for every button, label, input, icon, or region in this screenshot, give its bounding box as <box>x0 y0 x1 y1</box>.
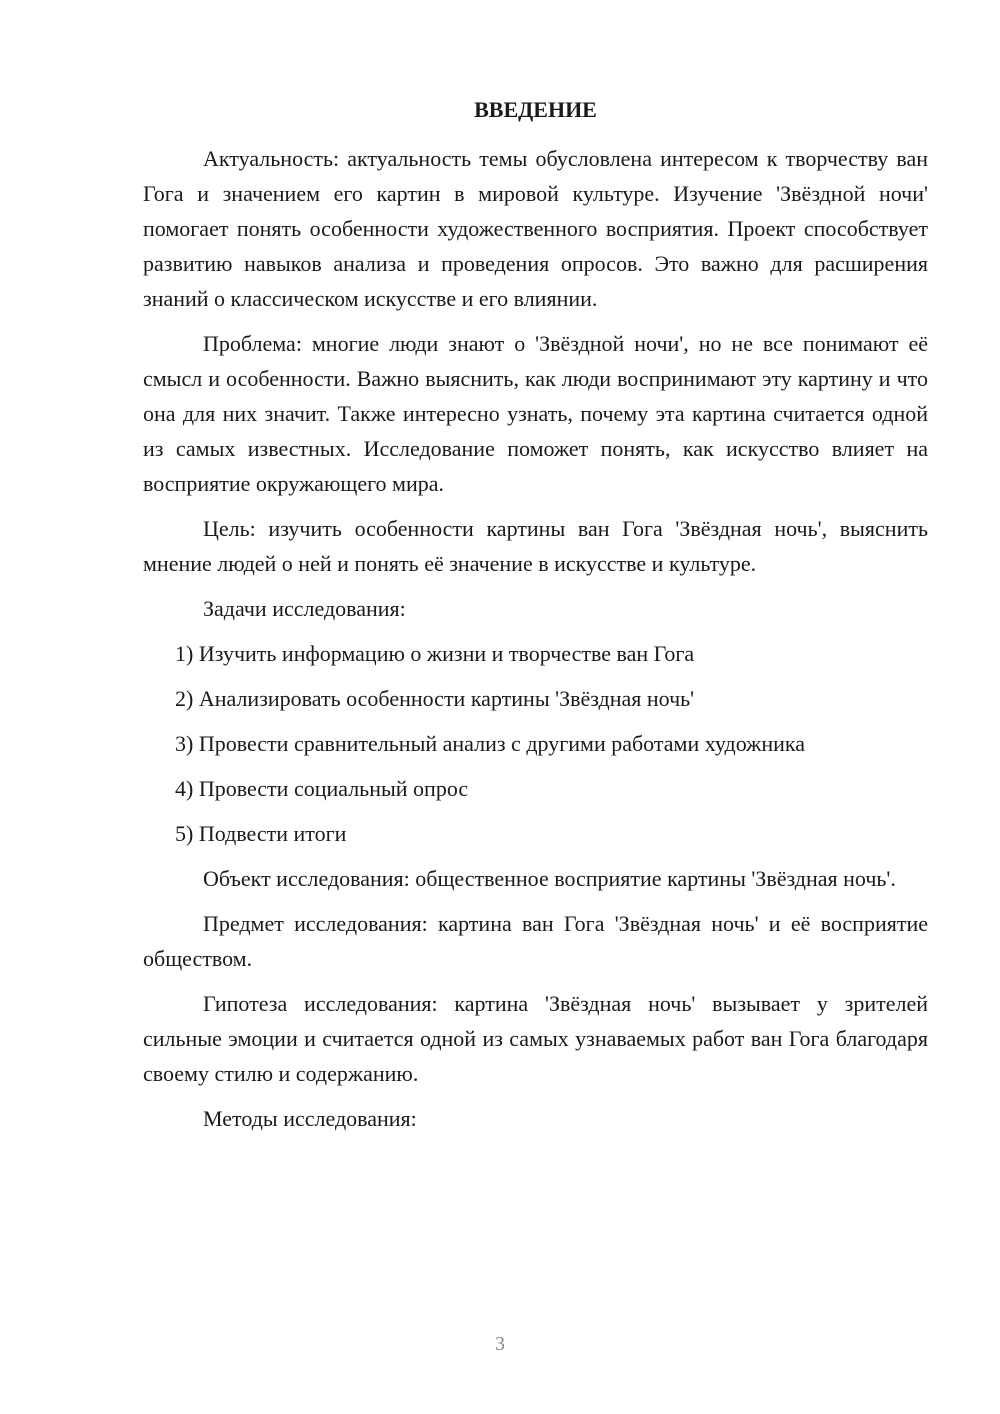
section-heading: ВВЕДЕНИЕ <box>474 97 597 122</box>
page-content <box>143 92 928 1146</box>
tasks-title: Задачи исследования: <box>203 596 406 621</box>
task-item: 5) Подвести итоги <box>175 821 347 846</box>
paragraph-hypothesis: Гипотеза исследования: картина 'Звёздная ночь' вызывает у зрителей сильные эмоции и считается одной из самых узнаваемых работ ван Гога благодаря своему стилю и содержанию. <box>143 991 928 1086</box>
paragraph-object: Объект исследования: общественное восприятие картины 'Звёздная ночь'. <box>203 866 896 891</box>
task-item: 3) Провести сравнительный анализ с другими работами художника <box>175 731 806 756</box>
paragraph-problem: Проблема: многие люди знают о 'Звёздной ночи', но не все понимают её смысл и особенности. Важно выяснить, как люди воспринимают эту картину и что она для них значит. Также интересно узнать, почему эта картина считается одной из самых известных. Исследование поможет понять, как искусство влияет на восприятие окружающего мира. <box>143 331 928 496</box>
task-item: 2) Анализировать особенности картины 'Звёздная ночь' <box>175 686 695 711</box>
paragraph-subject: Предмет исследования: картина ван Гога 'Звёздная ночь' и её восприятие обществом. <box>143 911 928 971</box>
page-number: 3 <box>495 1333 505 1355</box>
methods-title: Методы исследования: <box>203 1106 417 1131</box>
paragraph-goal: Цель: изучить особенности картины ван Гога 'Звёздная ночь', выяснить мнение людей о ней и понять её значение в искусстве и культуре. <box>143 516 928 576</box>
task-item: 4) Провести социальный опрос <box>175 776 469 801</box>
paragraph-relevance: Актуальность: актуальность темы обусловлена интересом к творчеству ван Гога и значением его картин в мировой культуре. Изучение 'Звёздной ночи' помогает понять особенности художественного восприятия. Проект способствует развитию навыков анализа и проведения опросов. Это важно для расширения знаний о классическом искусстве и его влиянии. <box>143 146 928 311</box>
task-item: 1) Изучить информацию о жизни и творчестве ван Гога <box>175 641 695 666</box>
